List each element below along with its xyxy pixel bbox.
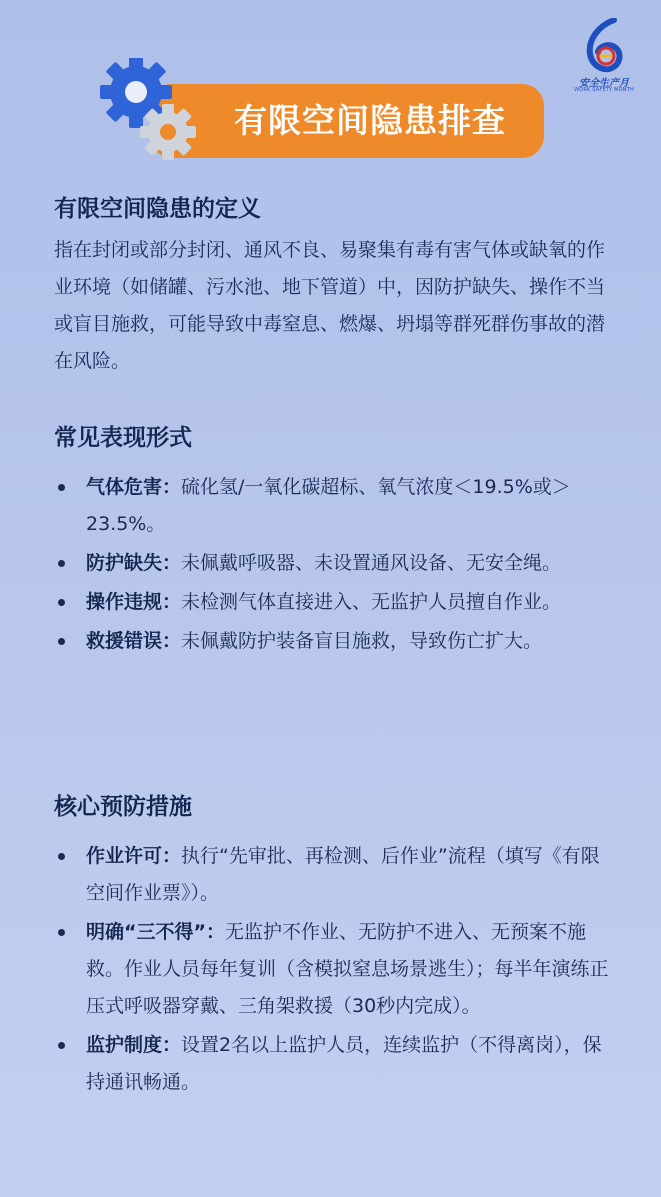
list-item bbox=[54, 623, 614, 660]
item-text: 执行“先审批、再检测、后作业”流程（填写《有限空间作业票》）。 bbox=[86, 845, 600, 904]
measures-list bbox=[54, 838, 614, 1101]
definition-body: 指在封闭或部分封闭、通风不良、易聚集有毒有害气体或缺氧的作业环境（如储罐、污水池、地下管道）中，因防护缺失、操作不当或盲目施救，可能导致中毒窒息、燃爆、坍塌等群死群伤事故的潜在风险。 bbox=[54, 239, 606, 372]
bullet-icon bbox=[58, 638, 65, 645]
item-text: 设置2名以上监护人员，连续监护（不得离岗），保持通讯畅通。 bbox=[86, 1034, 602, 1093]
list-item bbox=[54, 545, 614, 582]
logo-title: 安全生产月 bbox=[579, 78, 629, 89]
bullet-icon bbox=[58, 929, 65, 936]
safety-month-logo bbox=[568, 18, 640, 98]
list-item bbox=[54, 838, 614, 912]
item-label: 监护制度： bbox=[86, 1034, 182, 1056]
measures-title: 核心预防措施 bbox=[54, 794, 192, 820]
forms-list bbox=[54, 469, 614, 660]
list-item bbox=[54, 1027, 614, 1101]
measures-section bbox=[54, 790, 614, 1103]
list-item bbox=[54, 914, 614, 1025]
item-text: 未检测气体直接进入、无监护人员擅自作业。 bbox=[181, 591, 562, 613]
item-text: 未佩戴呼吸器、未设置通风设备、无安全绳。 bbox=[181, 552, 562, 574]
bullet-icon bbox=[58, 599, 65, 606]
logo-subtitle: WORK SAFETY MONTH bbox=[574, 87, 634, 93]
item-label: 明确“三不得”： bbox=[86, 921, 225, 943]
list-item bbox=[54, 469, 614, 543]
bullet-icon bbox=[58, 560, 65, 567]
item-label: 作业许可： bbox=[86, 845, 182, 867]
item-text: 未佩戴防护装备盲目施救，导致伤亡扩大。 bbox=[181, 630, 543, 652]
gears-icon bbox=[96, 58, 206, 168]
bullet-icon bbox=[58, 1042, 65, 1049]
list-item bbox=[54, 584, 614, 621]
number-six-logo-icon bbox=[584, 18, 624, 74]
item-text: 无监护不作业、无防护不进入、无预案不施救。作业人员每年复训（含模拟窒息场景逃生）；每半年演练正压式呼吸器穿戴、三角架救援（30秒内完成）。 bbox=[86, 921, 609, 1017]
item-label: 操作违规： bbox=[86, 591, 182, 613]
forms-section bbox=[54, 421, 614, 662]
item-label: 防护缺失： bbox=[86, 552, 182, 574]
item-label: 救援错误： bbox=[86, 630, 182, 652]
definition-section bbox=[54, 192, 614, 380]
bullet-icon bbox=[58, 853, 65, 860]
page-title: 有限空间隐患排查 bbox=[234, 101, 506, 140]
definition-title: 有限空间隐患的定义 bbox=[54, 196, 261, 222]
item-text: 硫化氢/一氧化碳超标、氧气浓度＜19.5%或＞23.5%。 bbox=[86, 476, 571, 535]
item-label: 气体危害： bbox=[86, 476, 182, 498]
forms-title: 常见表现形式 bbox=[54, 425, 192, 451]
bullet-icon bbox=[58, 484, 65, 491]
